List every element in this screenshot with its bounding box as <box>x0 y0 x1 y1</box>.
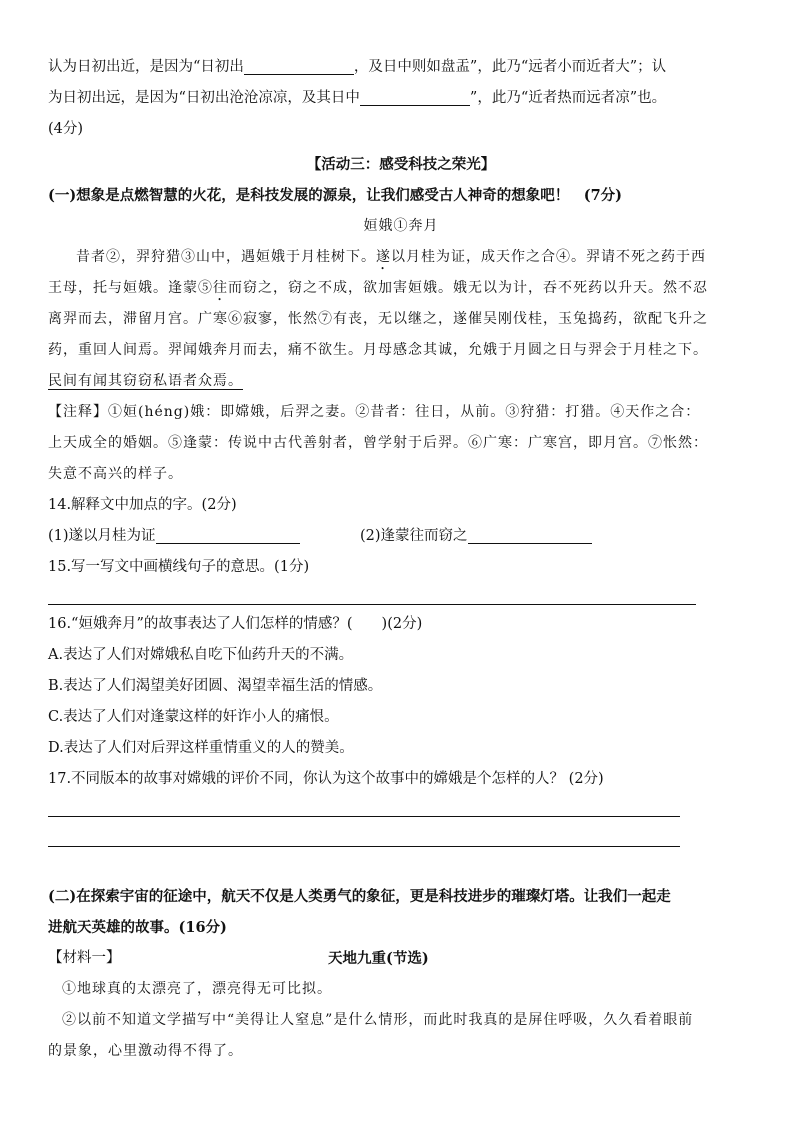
note-line: 上天成全的婚姻。⑤逢蒙：传说中古代善射者，曾学射于后羿。⑥广寒：广寒宫，即月宫。⑦怅然： <box>48 435 708 451</box>
note-line: 失意不高兴的样子。 <box>48 466 183 482</box>
fill-blank-1[interactable] <box>244 56 354 75</box>
material-label: 【材料一】 <box>48 950 121 966</box>
q16-stem: 16.“姮娥奔月”的故事表达了人们怎样的情感？( )(2分) <box>48 616 423 632</box>
q16-option-c[interactable]: C.表达了人们对逢蒙这样的奸诈小人的痛恨。 <box>48 709 339 725</box>
passage-line: 药，重回人间焉。羿闻娥奔月而去，痛不欲生。月母感念其诚，允娥于月圆之日与羿会于月桂之下。 <box>48 342 708 358</box>
q15-stem: 15.写一写文中画横线句子的意思。(1分) <box>48 559 310 575</box>
material-header <box>48 943 754 974</box>
q14-part-a: (1)遂以月桂为证 <box>48 528 156 544</box>
exam-page <box>48 52 754 1067</box>
passage-line: 昔者②，羿狩猎③山中，遇姮娥于月桂树下。遂以月桂为证，成天作之合④。羿请不死之药于西 <box>76 249 706 265</box>
q15-answer-line[interactable] <box>48 603 696 605</box>
fill-blank-2[interactable] <box>360 87 470 106</box>
passage-line-underlined <box>48 366 754 397</box>
q16-option-a[interactable]: A.表达了人们对嫦娥私自吃下仙药升天的不满。 <box>48 647 354 663</box>
intro-line-2 <box>48 83 754 114</box>
q16-option-d[interactable]: D.表达了人们对后羿这样重情重义的人的赞美。 <box>48 740 354 756</box>
passage-title: 姮娥①奔月 <box>363 218 439 234</box>
intro-text: 为日初出远，是因为“日初出沧沧凉凉，及其日中 <box>48 90 360 106</box>
note-line: 【注释】①姮(héng)娥：即嫦娥，后羿之妻。②昔者：往日，从前。③狩猎：打猎。④天作之合： <box>48 404 701 420</box>
activity-title: 【活动三：感受科技之荣光】 <box>306 156 496 173</box>
dotted-char: 往 <box>213 280 228 296</box>
underlined-sentence: 民间有闻其窃窃私语者众焉。 <box>48 373 243 389</box>
material-title: 天地九重(节选) <box>328 950 429 967</box>
material-para-2: ②以前不知道文学描写中“美得让人窒息”是什么情形，而此时我真的是屏住呼吸，久久看着眼前 <box>62 1012 694 1028</box>
passage-line: 离羿而去，滞留月宫。广寒⑥寂寥，怅然⑦有丧，无以继之，遂催吴刚伐桂，玉兔捣药，欲配飞升之 <box>48 311 708 327</box>
material-para-2-cont: 的景象，心里激动得不得了。 <box>48 1043 243 1059</box>
dotted-char: 遂 <box>376 249 391 265</box>
q14-blank-b[interactable] <box>468 525 592 544</box>
intro-line-1 <box>48 52 754 83</box>
q14-part-b: (2)逢蒙往而窃之 <box>360 528 468 544</box>
part2-heading-1: (二)在探索宇宙的征途中，航天不仅是人类勇气的象征，更是科技进步的璀璨灯塔。让我们一起走 <box>48 888 671 905</box>
intro-text: ，及日中则如盘盂”，此乃“远者小而近者大”；认 <box>353 59 667 75</box>
part1-heading: (一)想象是点燃智慧的火花，是科技发展的源泉，让我们感受古人神奇的想象吧！ (7分) <box>48 187 623 204</box>
intro-text: 认为日初出近，是因为“日初出 <box>48 59 244 75</box>
passage-line: 王母，托与姮娥。逢蒙⑤往而窃之，窃之不成，欲加害姮娥。娥无以为计，吞不死药以升天。然不忍 <box>48 280 708 296</box>
q17-stem: 17.不同版本的故事对嫦娥的评价不同，你认为这个故事中的嫦娥是个怎样的人？ (2分) <box>48 771 604 787</box>
material-para-1: ①地球真的太漂亮了，漂亮得无可比拟。 <box>62 981 332 997</box>
q14-stem: 14.解释文中加点的字。(2分) <box>48 497 237 513</box>
intro-text: ”，此乃“近者热而远者凉”也。 <box>469 90 667 106</box>
q14-blank-a[interactable] <box>156 525 300 544</box>
q16-option-b[interactable]: B.表达了人们渴望美好团圆、渴望幸福生活的情感。 <box>48 678 383 694</box>
intro-score: (4分) <box>48 121 84 137</box>
q14-answers <box>48 521 754 552</box>
part2-heading-2: 进航天英雄的故事。(16分) <box>48 919 227 936</box>
